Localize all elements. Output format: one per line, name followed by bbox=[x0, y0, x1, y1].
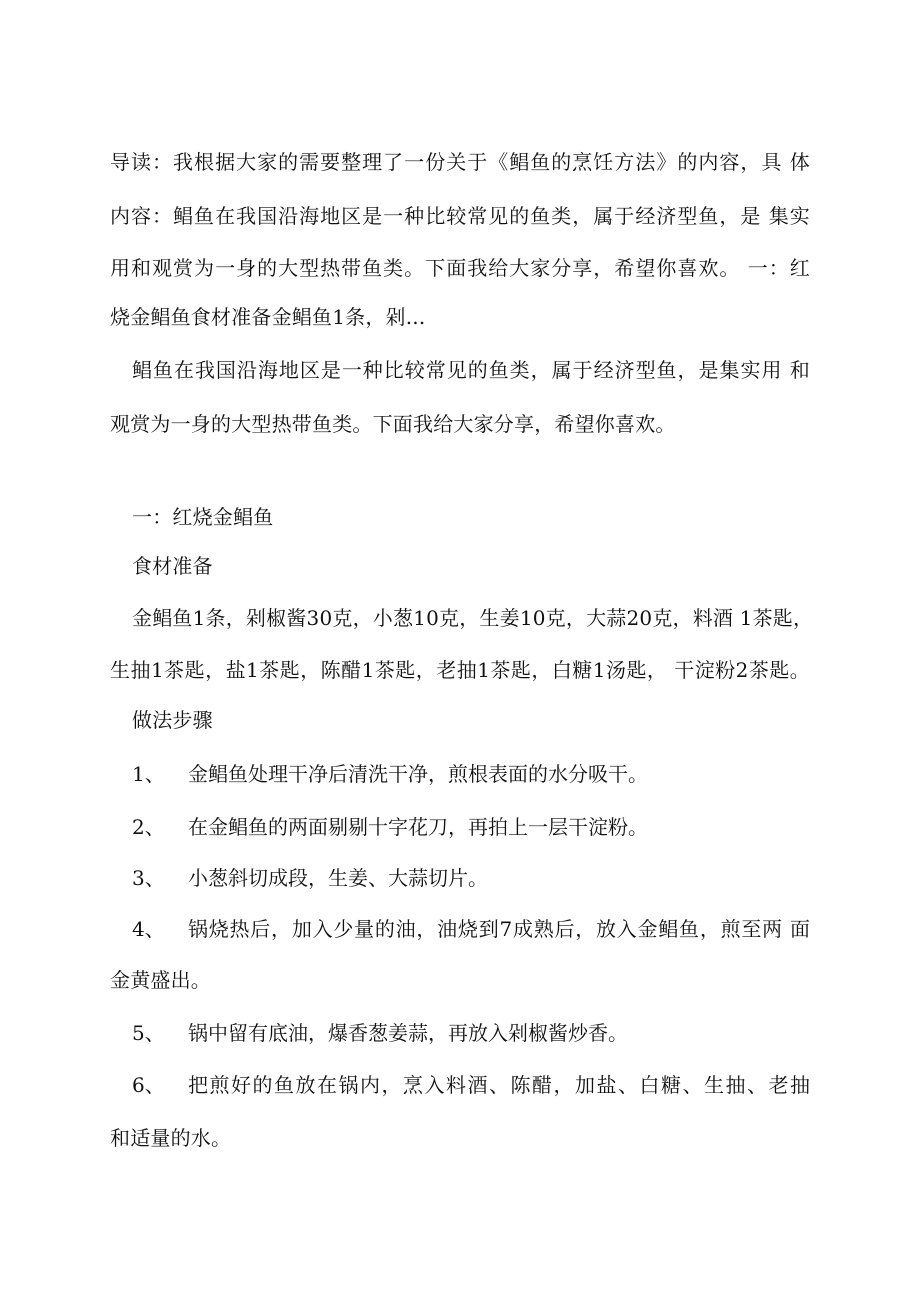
step-text: 金鲳鱼处理干净后清洗干净，煎根表面的水分吸干。 bbox=[188, 762, 648, 786]
section-title: 一：红烧金鲳鱼 bbox=[132, 505, 274, 529]
ingredients-line: 金鲳鱼1条，剁椒酱30克，小葱10克，生姜10克，大蒜20克，料酒 1茶匙， bbox=[132, 606, 814, 630]
paragraph-line: 观赏为一身的大型热带鱼类。下面我给大家分享，希望你喜欢。 bbox=[110, 412, 676, 436]
step-number: 6、 bbox=[132, 1073, 165, 1097]
step-number: 1、 bbox=[132, 762, 165, 786]
intro-line: 烧金鲳鱼食材准备金鲳鱼1条，剁... bbox=[110, 305, 426, 329]
intro-line: 用和观赏为一身的大型热带鱼类。下面我给大家分享，希望你喜欢。 一：红 bbox=[110, 256, 810, 280]
intro-line: 内容：鲳鱼在我国沿海地区是一种比较常见的鱼类，属于经济型鱼，是 集实 bbox=[110, 204, 810, 228]
ingredients-line: 生抽1茶匙，盐1茶匙，陈醋1茶匙，老抽1茶匙，白糖1汤匙， 干淀粉2茶匙。 bbox=[110, 658, 810, 682]
step-text: 在金鲳鱼的两面剔剔十字花刀，再拍上一层干淀粉。 bbox=[188, 815, 648, 839]
step-text: 锅中留有底油，爆香葱姜蒜，再放入剁椒酱炒香。 bbox=[188, 1021, 628, 1045]
step-number: 2、 bbox=[132, 815, 165, 839]
step-text: 把煎好的鱼放在锅内，烹入料酒、陈醋，加盐、白糖、生抽、老抽 bbox=[188, 1073, 810, 1097]
paragraph-line: 鲳鱼在我国沿海地区是一种比较常见的鱼类，属于经济型鱼，是集实用 和 bbox=[132, 358, 810, 382]
intro-line: 导读：我根据大家的需要整理了一份关于《鲳鱼的烹饪方法》的内容，具 体 bbox=[110, 150, 810, 174]
step-text: 小葱斜切成段，生姜、大蒜切片。 bbox=[188, 866, 488, 890]
step-number: 4、 bbox=[132, 917, 165, 941]
step-number: 5、 bbox=[132, 1021, 165, 1045]
step-number: 3、 bbox=[132, 866, 165, 890]
steps-heading: 做法步骤 bbox=[132, 708, 213, 732]
step-text: 锅烧热后，加入少量的油，油烧到7成熟后，放入金鲳鱼，煎至两 面 bbox=[188, 917, 810, 941]
ingredients-heading: 食材准备 bbox=[132, 554, 213, 578]
step-continuation: 金黄盛出。 bbox=[110, 968, 211, 992]
step-continuation: 和适量的水。 bbox=[110, 1126, 232, 1150]
